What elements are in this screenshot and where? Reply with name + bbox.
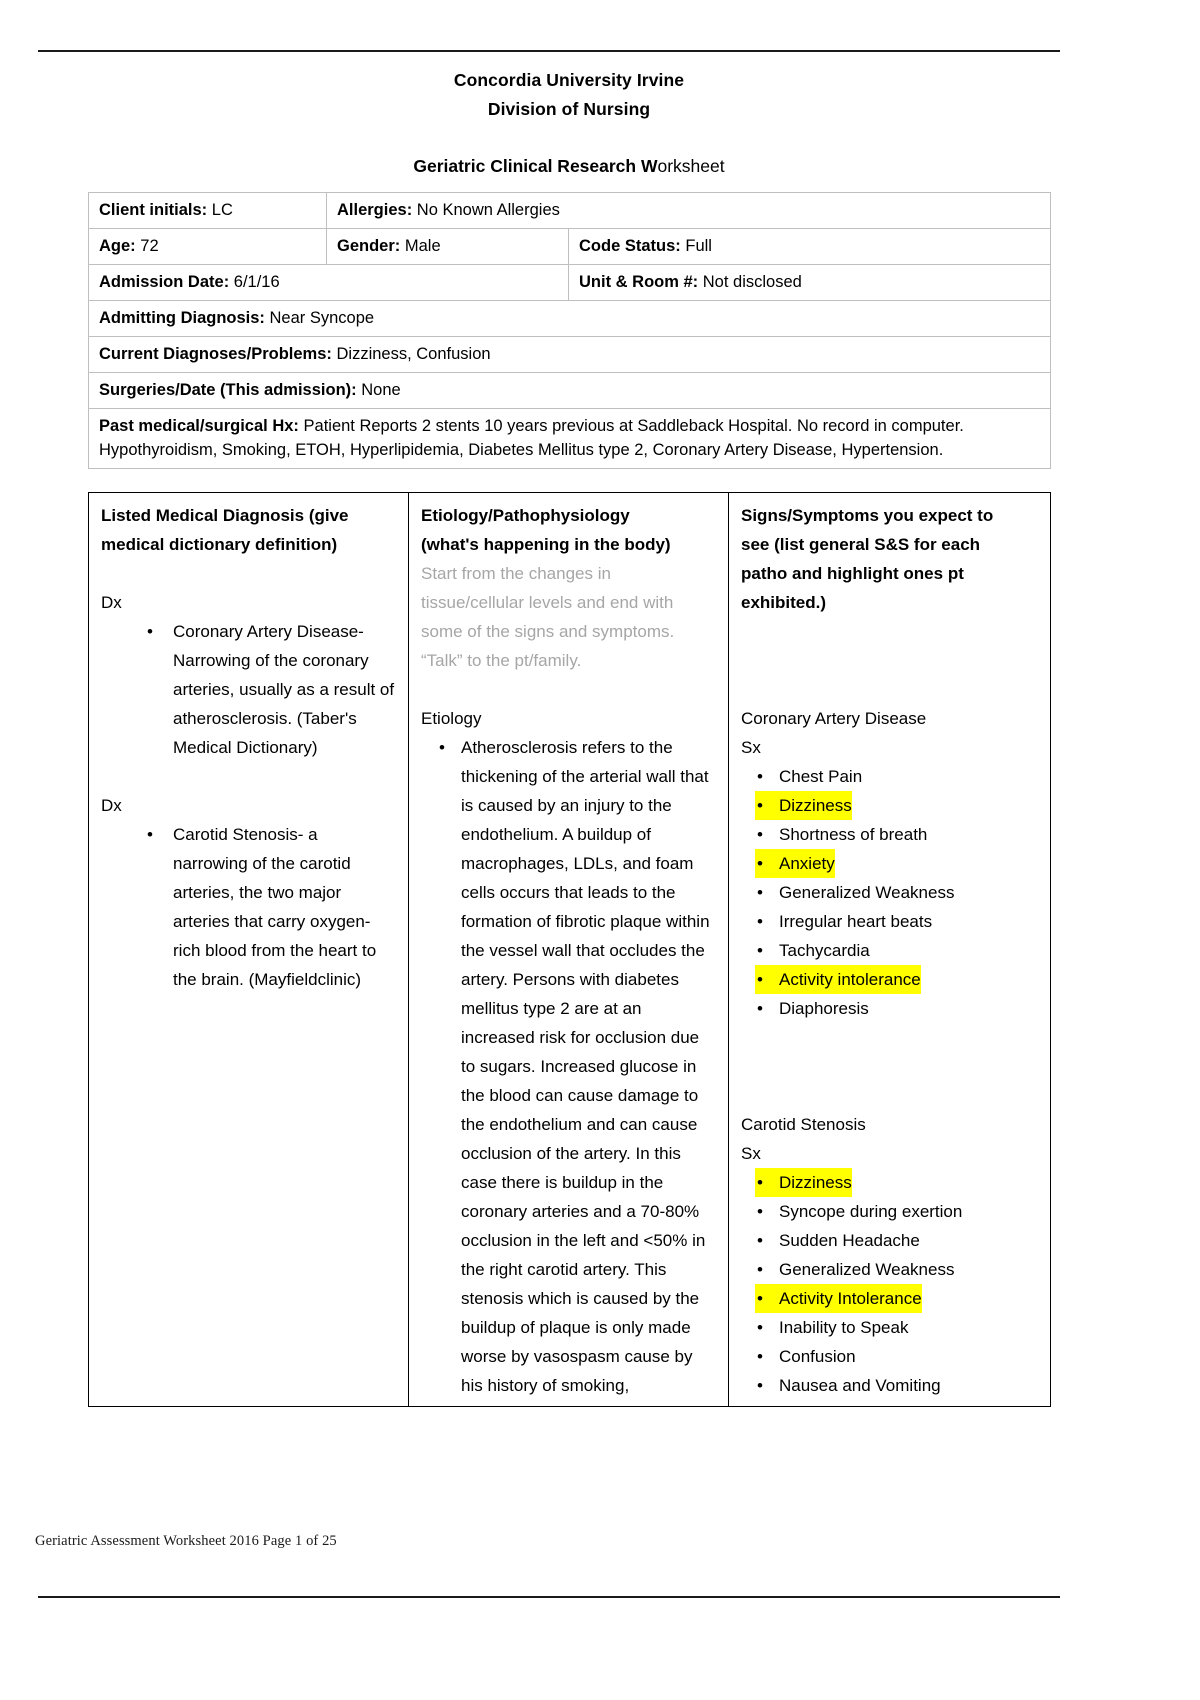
col3-group1-sx-label: Sx bbox=[741, 738, 761, 757]
list-item: • Coronary Artery Disease- Narrowing of the coronary arteries, usually as a result of atherosclerosis. (Taber's Medical Dictionary) bbox=[147, 617, 396, 762]
list-item-highlight-wrapper bbox=[755, 849, 1038, 878]
label-age: Age: bbox=[99, 237, 136, 255]
page-bottom-rule bbox=[38, 1596, 1060, 1598]
list-item: • Carotid Stenosis- a narrowing of the carotid arteries, the two major arteries that carry oxygen-rich blood from the heart to the brain. (Mayfieldclinic) bbox=[147, 820, 396, 994]
col1-header-line1: Listed Medical Diagnosis (give bbox=[101, 506, 349, 525]
col1-diagnosis-list-2 bbox=[101, 820, 396, 994]
list-item: • Anxiety bbox=[755, 849, 835, 878]
label-current-diagnoses: Current Diagnoses/Problems: bbox=[99, 345, 332, 363]
label-past-history: Past medical/surgical Hx: bbox=[99, 417, 299, 435]
list-item: • Sudden Headache bbox=[755, 1226, 1038, 1255]
cell-current-diagnoses bbox=[89, 337, 1051, 373]
value-past-history: Patient Reports 2 stents 10 years previous at Saddleback Hospital. No record in computer. Hypothyroidism, Smoking, ETOH, Hyperlipidemia, Diabetes Mellitus type 2, Coronary Artery Disease, Hypertension. bbox=[99, 417, 964, 459]
col3-group2-title: Carotid Stenosis bbox=[741, 1115, 866, 1134]
col2-instruction-hint: Start from the changes in tissue/cellular levels and end with some of the signs and symptoms. “Talk” to the pt/family. bbox=[421, 564, 675, 670]
list-item: • Activity Intolerance bbox=[755, 1284, 922, 1313]
cell-age bbox=[89, 229, 327, 265]
label-admission-date: Admission Date: bbox=[99, 273, 230, 291]
table-row bbox=[89, 337, 1051, 373]
page-footer: Geriatric Assessment Worksheet 2016 Page 1 of 25 bbox=[35, 1533, 337, 1549]
list-item: • Syncope during exertion bbox=[755, 1197, 1038, 1226]
col3-header-line3: patho and highlight ones pt bbox=[741, 564, 964, 583]
col3-group1-symptom-list bbox=[741, 762, 1038, 1023]
value-surgeries: None bbox=[361, 381, 401, 399]
value-admission-date: 6/1/16 bbox=[233, 273, 280, 291]
list-item-highlight-wrapper bbox=[755, 965, 1038, 994]
col3-header-line4: exhibited.) bbox=[741, 593, 827, 612]
value-age: 72 bbox=[140, 237, 159, 255]
label-client-initials: Client initials: bbox=[99, 201, 208, 219]
label-gender: Gender: bbox=[337, 237, 401, 255]
col1-diagnosis-list-1 bbox=[101, 617, 396, 762]
list-item: • Confusion bbox=[755, 1342, 1038, 1371]
cell-client-initials bbox=[89, 193, 327, 229]
list-item: • Chest Pain bbox=[755, 762, 1038, 791]
list-item: • Tachycardia bbox=[755, 936, 1038, 965]
col2-spacer bbox=[421, 675, 716, 704]
cell-unit-room bbox=[569, 265, 1051, 301]
cell-admission-date bbox=[89, 265, 569, 301]
list-item-highlight-wrapper bbox=[755, 791, 1038, 820]
col3-spacer-1 bbox=[741, 617, 1038, 704]
value-current-diagnoses: Dizziness, Confusion bbox=[336, 345, 491, 363]
cell-admitting-diagnosis bbox=[89, 301, 1051, 337]
list-item: • Activity intolerance bbox=[755, 965, 921, 994]
list-item: • Generalized Weakness bbox=[755, 878, 1038, 907]
column-etiology-pathophysiology bbox=[409, 493, 729, 1407]
list-item: • Dizziness bbox=[755, 1168, 852, 1197]
col3-spacer-2 bbox=[741, 1023, 1038, 1110]
worksheet-title-bold: Geriatric Clinical Research W bbox=[413, 156, 658, 176]
col2-section-label: Etiology bbox=[421, 709, 482, 728]
table-row bbox=[89, 301, 1051, 337]
division-name: Division of Nursing bbox=[487, 99, 651, 119]
institution-name: Concordia University Irvine bbox=[453, 70, 685, 90]
table-row bbox=[89, 265, 1051, 301]
col1-dx-label-2: Dx bbox=[101, 796, 122, 815]
page-top-rule bbox=[38, 50, 1060, 52]
cell-allergies bbox=[327, 193, 1051, 229]
col3-group2-symptom-list bbox=[741, 1168, 1038, 1400]
table-row bbox=[89, 493, 1051, 1407]
page-content bbox=[88, 66, 1050, 1407]
list-item: • Generalized Weakness bbox=[755, 1255, 1038, 1284]
value-client-initials: LC bbox=[211, 201, 233, 219]
list-item: • Diaphoresis bbox=[755, 994, 1038, 1023]
col3-group2-sx-label: Sx bbox=[741, 1144, 761, 1163]
col1-header-line2: medical dictionary definition) bbox=[101, 535, 338, 554]
label-admitting-diagnosis: Admitting Diagnosis: bbox=[99, 309, 265, 327]
col1-spacer bbox=[101, 559, 396, 588]
worksheet-title-rest: orksheet bbox=[657, 156, 725, 176]
column-signs-symptoms bbox=[729, 493, 1051, 1407]
table-row bbox=[89, 409, 1051, 469]
col2-etiology-list bbox=[421, 733, 716, 1400]
col3-header-line1: Signs/Symptoms you expect to bbox=[741, 506, 994, 525]
cell-past-history bbox=[89, 409, 1051, 469]
col2-header-line1: Etiology/Pathophysiology bbox=[421, 506, 630, 525]
label-code-status: Code Status: bbox=[579, 237, 681, 255]
list-item: • Dizziness bbox=[755, 791, 852, 820]
table-row bbox=[89, 229, 1051, 265]
list-item-highlight-wrapper bbox=[755, 1168, 1038, 1197]
table-row bbox=[89, 373, 1051, 409]
col3-header-line2: see (list general S&S for each bbox=[741, 535, 981, 554]
value-code-status: Full bbox=[685, 237, 712, 255]
value-unit-room: Not disclosed bbox=[702, 273, 802, 291]
label-surgeries: Surgeries/Date (This admission): bbox=[99, 381, 357, 399]
cell-code-status bbox=[569, 229, 1051, 265]
cell-surgeries bbox=[89, 373, 1051, 409]
table-row bbox=[89, 193, 1051, 229]
list-item-highlight-wrapper bbox=[755, 1284, 1038, 1313]
cell-gender bbox=[327, 229, 569, 265]
list-item: • Atherosclerosis refers to the thickening of the arterial wall that is caused by an injury to the endothelium. A buildup of macrophages, LDLs, and foam cells occurs that leads to the formation of fibrotic plaque within the vessel wall that occludes the artery. Persons with diabetes mellitus type 2 are at an increased risk for occlusion due to sugars. Increased glucose in the blood can cause damage to the endothelium and can cause occlusion of the artery. In this case there is buildup in the coronary arteries and a 70-80% occlusion in the left and <50% in the right carotid artery. This stenosis which is caused by the buildup of plaque is only made worse by vasospasm cause by his history of smoking, bbox=[437, 733, 716, 1400]
label-unit-room: Unit & Room #: bbox=[579, 273, 699, 291]
worksheet-title bbox=[88, 152, 1050, 181]
col3-group1-title: Coronary Artery Disease bbox=[741, 709, 927, 728]
list-item: • Irregular heart beats bbox=[755, 907, 1038, 936]
patient-info-table bbox=[88, 192, 1051, 469]
col1-dx-label-1: Dx bbox=[101, 593, 122, 612]
col2-header-line2: (what's happening in the body) bbox=[421, 535, 671, 554]
diagnosis-worksheet-table bbox=[88, 492, 1051, 1407]
list-item: • Inability to Speak bbox=[755, 1313, 1038, 1342]
value-allergies: No Known Allergies bbox=[416, 201, 560, 219]
column-listed-medical-diagnosis bbox=[89, 493, 409, 1407]
label-allergies: Allergies: bbox=[337, 201, 413, 219]
value-admitting-diagnosis: Near Syncope bbox=[269, 309, 375, 327]
list-item: • Shortness of breath bbox=[755, 820, 1038, 849]
value-gender: Male bbox=[404, 237, 441, 255]
list-item: • Nausea and Vomiting bbox=[755, 1371, 1038, 1400]
